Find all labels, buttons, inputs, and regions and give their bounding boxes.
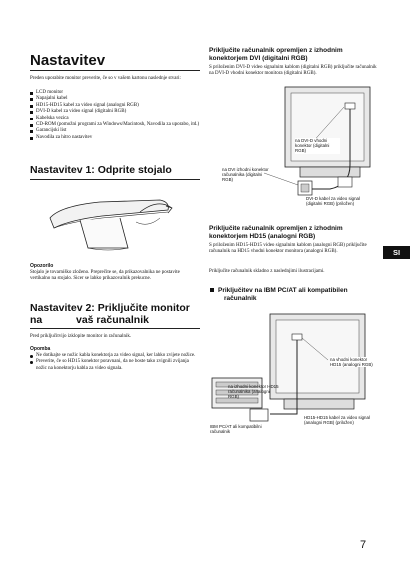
list-item: Preverite, če so HD15 konektor poravnani, da ne boste tako zvignili zvijanja nožic na konektorju kabla za video signala. — [30, 359, 200, 372]
step1-note: Stojalo je tovarniško zloženo. Preprečite se, da prikazovalnika ne postavite vertikalno na stojalo. Sicer se lahko prikazovalnik prekucne. — [30, 270, 180, 282]
step1-rule — [30, 179, 200, 180]
list-item: Navodila za hitro nastavitev — [30, 135, 200, 141]
dvi-section-title: Priključite računalnik opremljen z izhodnim konektorjem DVI (digitalni RGB) — [209, 47, 343, 62]
step2-rule — [30, 328, 200, 329]
hd15-body-2: Priključite računalnik skladno z naslednjimi ilustracijami. — [209, 269, 325, 274]
ibm-section-title: Priključitev na IBM PC/AT ali kompatibilen — [210, 287, 382, 295]
page-number: 7 — [360, 539, 367, 551]
intro-text: Preden uporabite monitor preverite, če so v vašem kartonu naslednje stvari: — [30, 76, 181, 81]
step1-title: Nastavitev 1: Odprite stojalo — [30, 164, 172, 176]
title-rule — [30, 70, 200, 71]
list-item: Garancijski list — [30, 128, 200, 134]
hd15-section-title: Priključite računalnik opremljen z izhodnim konektorjem HD15 (analogni RGB) — [209, 225, 343, 240]
ibm-section-title-b: računalnik — [224, 295, 257, 302]
list-item: CD-ROM (pomožni programi za Windows/Macintosh, Navodila za uporabo, itd.) — [30, 122, 200, 128]
step2-title-b: vaš računalnik — [76, 314, 149, 326]
hd15-cable-label: HD15-HD15 kabel za video signal (analogni RGB) (priložen) — [304, 415, 370, 426]
dvi-input-label: na DVI-D vhodni konektor (digitalni RGB) — [295, 138, 340, 154]
dvi-body: S priloženim DVI-D video signalnim kablom (digitalni RGB) priključite računalnik na DVI-D vhodni konektor monitora (digitalni RGB). — [209, 65, 377, 77]
list-item: Ne dotikajte se nožic kabla konektorja za video signal, ker lahko zvijete nožice. — [30, 353, 200, 359]
step2-notes — [30, 353, 200, 372]
list-item: LCD monitor — [30, 90, 200, 96]
hd15-input-label: na vhodni konektor HD15 (analogni RGB) — [330, 357, 378, 367]
contents-list — [30, 90, 200, 141]
hd15-pc-label: IBM PC/AT ali kompatibilni računalnik — [210, 424, 262, 435]
step2-intro: Pred priključitvijo izklopite monitor in računalnik. — [30, 334, 132, 339]
hd15-body: S priloženim HD15-HD15 video signalnim kablom (analogni RGB) priključite računalnik na HD15 vhodni konektor monitora (analogni RGB). — [209, 243, 367, 255]
list-item: DVI-D kabel za video signal (digitalni RGB) — [30, 109, 200, 115]
stand-illustration — [40, 188, 190, 258]
list-item: Napajalni kabel — [30, 96, 200, 102]
list-item: HD15-HD15 kabel za video signal (analogni RGB) — [30, 103, 200, 109]
language-tab: SI — [383, 246, 410, 259]
step1-note-title: Opozorilo — [30, 263, 54, 269]
page-title: Nastavitev — [30, 52, 106, 69]
step2-note-title: Opomba — [30, 346, 51, 352]
section-bullet-icon — [210, 288, 214, 292]
list-item: Kabelska vezica — [30, 116, 200, 122]
dvi-cable-label: DVI-D kabel za video signal (digitalni RGB) (priložen) — [306, 196, 360, 207]
dvi-output-label: na DVI izhodni konektor računalnika (digitalni RGB) — [222, 167, 269, 183]
step2-title-a: Nastavitev 2: Priključite monitor na — [30, 302, 190, 326]
hd15-output-label: na izhodni konektor HD15 računalnika (analogni RGB) — [228, 384, 279, 400]
